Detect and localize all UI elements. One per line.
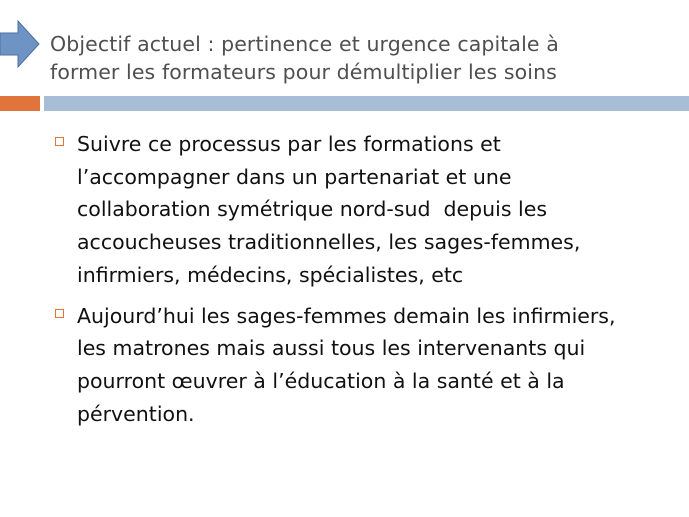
bullet-line: accoucheuses traditionnelles, les sages-femmes, [77,230,581,255]
bullet-item [0,300,689,431]
slide-title [50,30,680,86]
bullet-line: les matrones mais aussi tous les intervenants qui [77,336,586,361]
bullet-line: collaboration symétrique nord-sud depuis les [77,197,548,222]
bullet-line: l’accompagner dans un partenariat et une [77,164,512,189]
bullet-line: Suivre ce processus par les formations et [77,132,501,156]
slide-title-line-2: former les formateurs pour démultiplier les soins [50,60,557,84]
bullet-list [0,128,689,438]
slide-title-line-1: Objectif actuel : pertinence et urgence capitale à [50,32,559,56]
accent-bar-orange [0,96,40,111]
bullet-line: infirmiers, médecins, spécialistes, etc [77,262,464,287]
square-bullet-icon [55,137,64,146]
bullet-item [0,128,689,292]
arrow-right-icon [0,20,40,68]
square-bullet-icon [55,309,64,318]
bullet-line: Aujourd’hui les sages-femmes demain les infirmiers, [77,303,616,328]
bullet-line: pérvention. [77,401,195,426]
bullet-line: pourront œuvrer à l’éducation à la santé et à la [77,368,565,393]
accent-bar-blue [44,96,689,111]
